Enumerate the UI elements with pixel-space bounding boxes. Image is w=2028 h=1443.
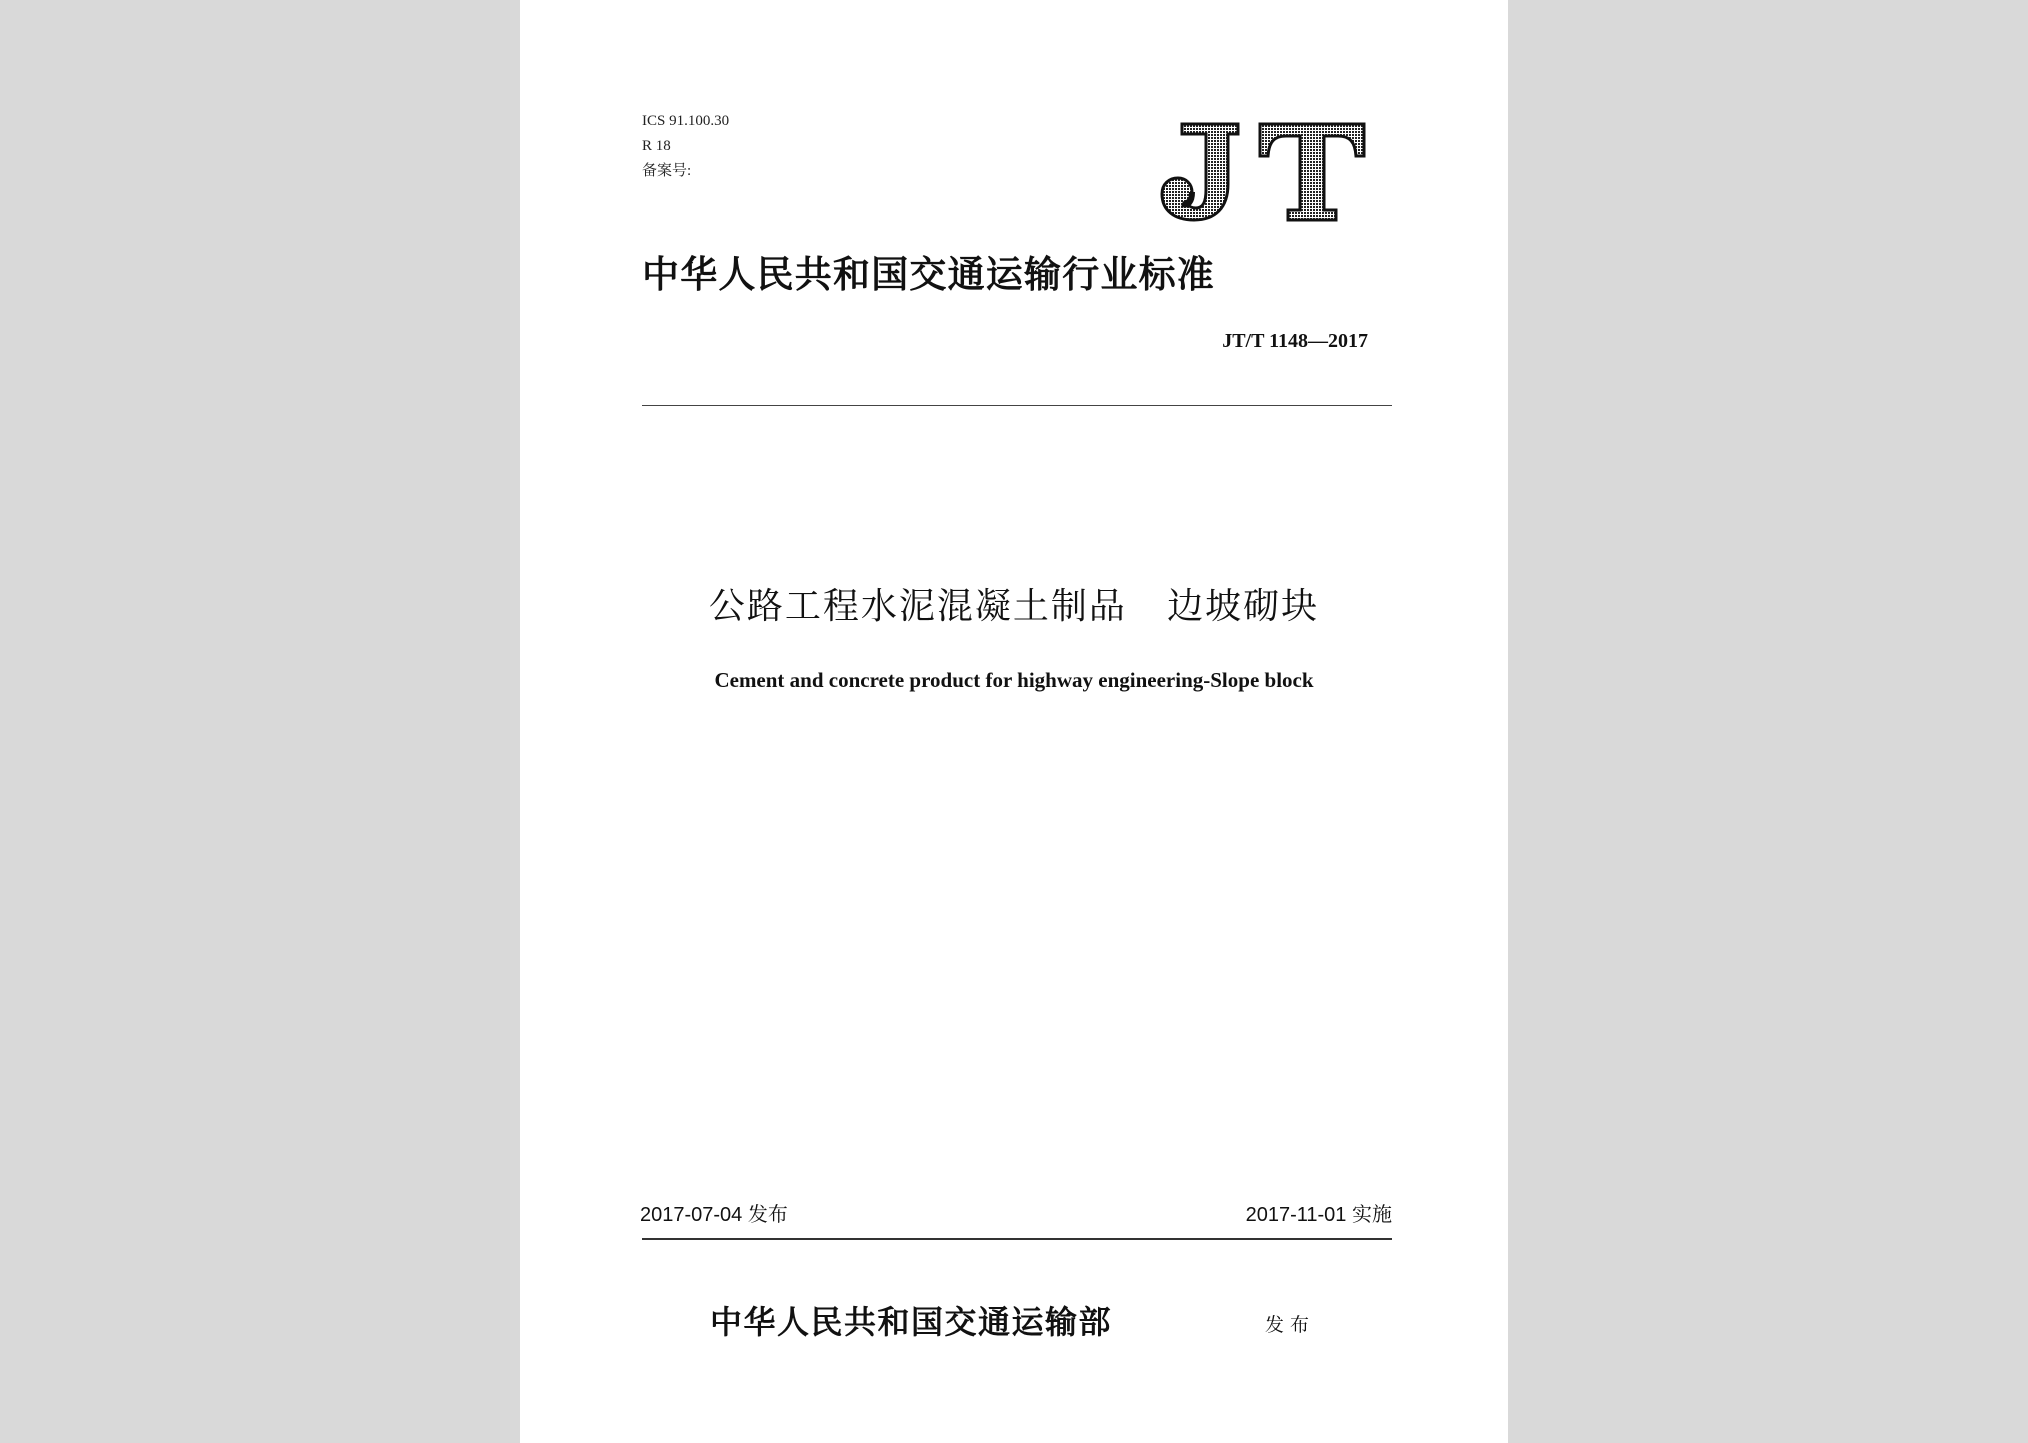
issue-date: 2017-07-04 发布 — [640, 1204, 788, 1226]
document-title-chinese: 公路工程水泥混凝土制品 边坡砌块 — [708, 586, 1320, 627]
document-title-english: Cement and concrete product for highway engineering-Slope block — [714, 668, 1314, 692]
publish-label: 发布 — [1265, 1314, 1316, 1336]
header-divider — [642, 405, 1392, 406]
filing-number-label: 备案号: — [642, 163, 692, 179]
footer-divider — [642, 1238, 1392, 1240]
document-page — [520, 0, 1508, 1443]
standard-category-title: 中华人民共和国交通运输行业标准 — [642, 252, 1215, 296]
publisher-name: 中华人民共和国交通运输部 — [710, 1303, 1113, 1341]
ccs-code: R 18 — [642, 138, 671, 154]
standard-code: JT/T 1148—2017 — [1222, 330, 1368, 352]
logo-text: JT — [1160, 122, 1161, 123]
ics-code: ICS 91.100.30 — [642, 113, 730, 129]
jt-logo — [1160, 122, 1368, 222]
effective-date: 2017-11-01 实施 — [1245, 1204, 1392, 1226]
